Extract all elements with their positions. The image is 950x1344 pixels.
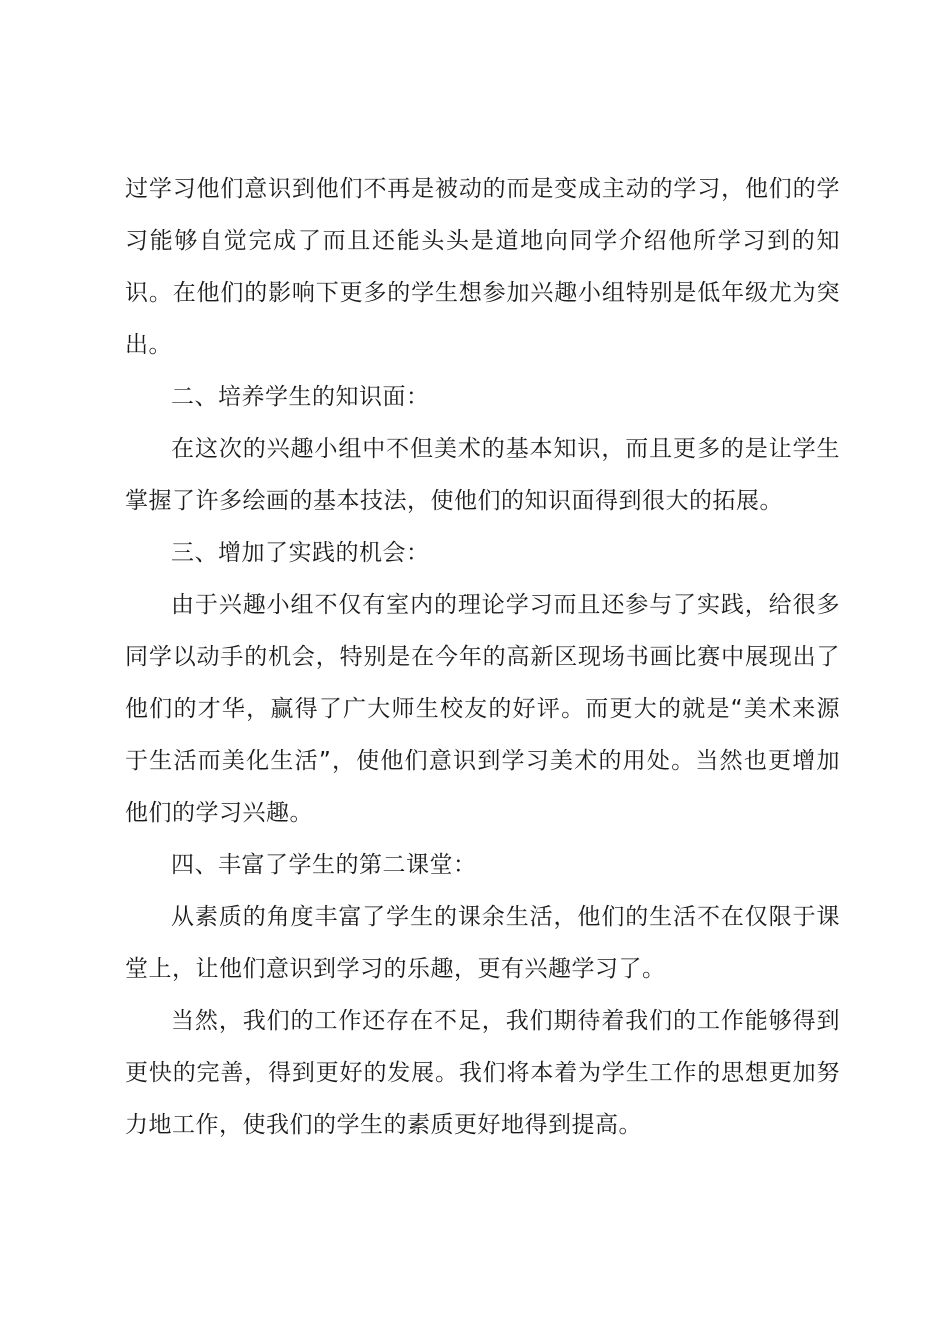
paragraph-knowledge: 在这次的兴趣小组中不但美术的基本知识，而且更多的是让学生掌握了许多绘画的基本技法，使他们的知识面得到很大的拓展。	[125, 436, 840, 514]
paragraph-practice: 由于兴趣小组不仅有室内的理论学习而且还参与了实践，给很多同学以动手的机会，特别是在今年的高新区现场书画比赛中展现出了他们的才华，赢得了广大师生校友的好评。而更大的就是“美术来源于生活而美化生活”，使他们意识到学习美术的用处。当然也更增加他们的学习兴趣。	[125, 592, 840, 826]
document-body	[125, 163, 840, 1151]
section-heading-2: 二、培养学生的知识面：	[171, 384, 430, 410]
section-heading-4: 四、丰富了学生的第二课堂：	[171, 852, 477, 878]
paragraph-conclusion: 当然，我们的工作还存在不足，我们期待着我们的工作能够得到更快的完善，得到更好的发展。我们将本着为学生工作的思想更加努力地工作，使我们的学生的素质更好地得到提高。	[125, 1008, 840, 1138]
paragraph-continued: 过学习他们意识到他们不再是被动的而是变成主动的学习，他们的学习能够自觉完成了而且还能头头是道地向同学介绍他所学习到的知识。在他们的影响下更多的学生想参加兴趣小组特别是低年级尤为突出。	[125, 176, 840, 358]
section-heading-3: 三、增加了实践的机会：	[171, 540, 430, 566]
paragraph-second-classroom: 从素质的角度丰富了学生的课余生活，他们的生活不在仅限于课堂上，让他们意识到学习的乐趣，更有兴趣学习了。	[125, 904, 840, 982]
